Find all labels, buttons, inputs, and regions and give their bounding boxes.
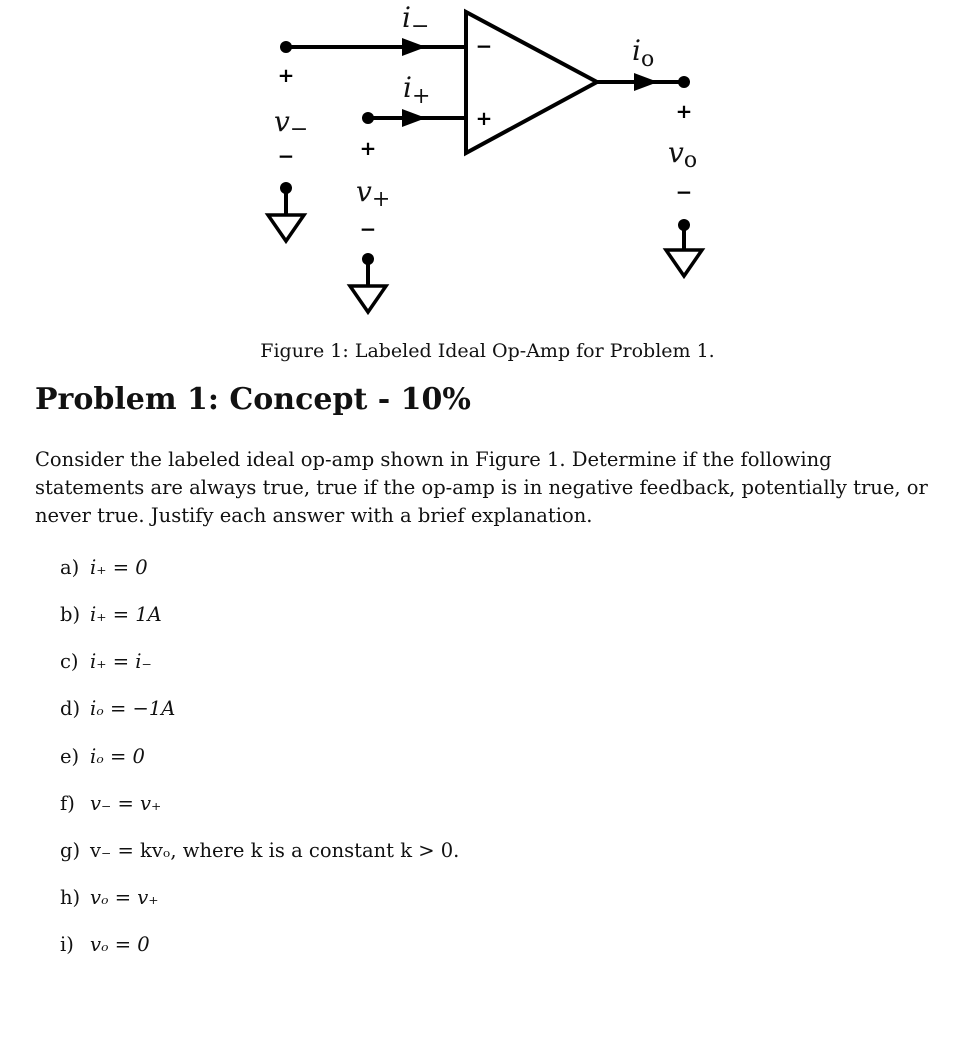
vo-minus-sign: − [675,180,693,204]
vminus-minus-sign: − [277,144,295,168]
ground-terminal-vplus [362,253,374,265]
problem-title: Problem 1: Concept - 10% [35,382,471,417]
v-plus-label: v [356,175,372,208]
list-item: e) iₒ = 0 [60,745,145,768]
vo-plus-sign: + [675,99,693,123]
arrow-i-o [634,73,658,91]
figure-caption: Figure 1: Labeled Ideal Op-Amp for Problem 1. [260,340,715,362]
v-o-label: v [668,136,684,169]
list-item: c) i₊ = i₋ [60,650,152,673]
op-amp-figure [0,0,975,330]
list-item: f) v₋ = v₊ [60,792,162,815]
v-minus-label: v [274,105,290,138]
ground-symbol-vplus [350,286,386,312]
svg-text:i−: i− [402,1,430,39]
list-item: a) i₊ = 0 [60,556,148,579]
arrow-i-minus [402,38,426,56]
list-item: h) vₒ = v₊ [60,886,159,909]
ground-symbol-vo [666,250,702,276]
problem-intro: Consider the labeled ideal op-amp shown in Figure 1. Determine if the following statements are always true, true if the op-amp is in negative feedback, potentially true, or never true. Justify each answer with a brief explanation. [35,448,928,527]
ground-terminal-vo [678,219,690,231]
svg-text:vo: vo [668,136,698,173]
vplus-minus-sign: − [359,217,377,241]
svg-text:i+: i+ [403,71,431,109]
opamp-noninverting-sign: + [475,106,493,130]
opamp-inverting-sign: − [475,34,493,58]
terminal-vminus [280,41,292,53]
terminal-vplus [362,112,374,124]
svg-text:v−: v− [274,105,309,142]
i-plus-label: i [403,71,412,104]
vplus-plus-sign: + [359,136,377,160]
svg-text:v+: v+ [356,175,391,212]
list-item: d) iₒ = −1A [60,697,176,720]
svg-text:io: io [632,34,655,72]
i-minus-label: i [402,1,411,34]
list-item: i) vₒ = 0 [60,933,150,956]
ground-terminal-vminus [280,182,292,194]
list-item: g) v₋ = kvₒ, where k is a constant k > 0. [60,839,460,862]
list-item: b) i₊ = 1A [60,603,162,626]
vminus-plus-sign: + [277,63,295,87]
ground-symbol-vminus [268,215,304,241]
arrow-i-plus [402,109,426,127]
terminal-vo [678,76,690,88]
i-o-label: i [632,34,641,67]
